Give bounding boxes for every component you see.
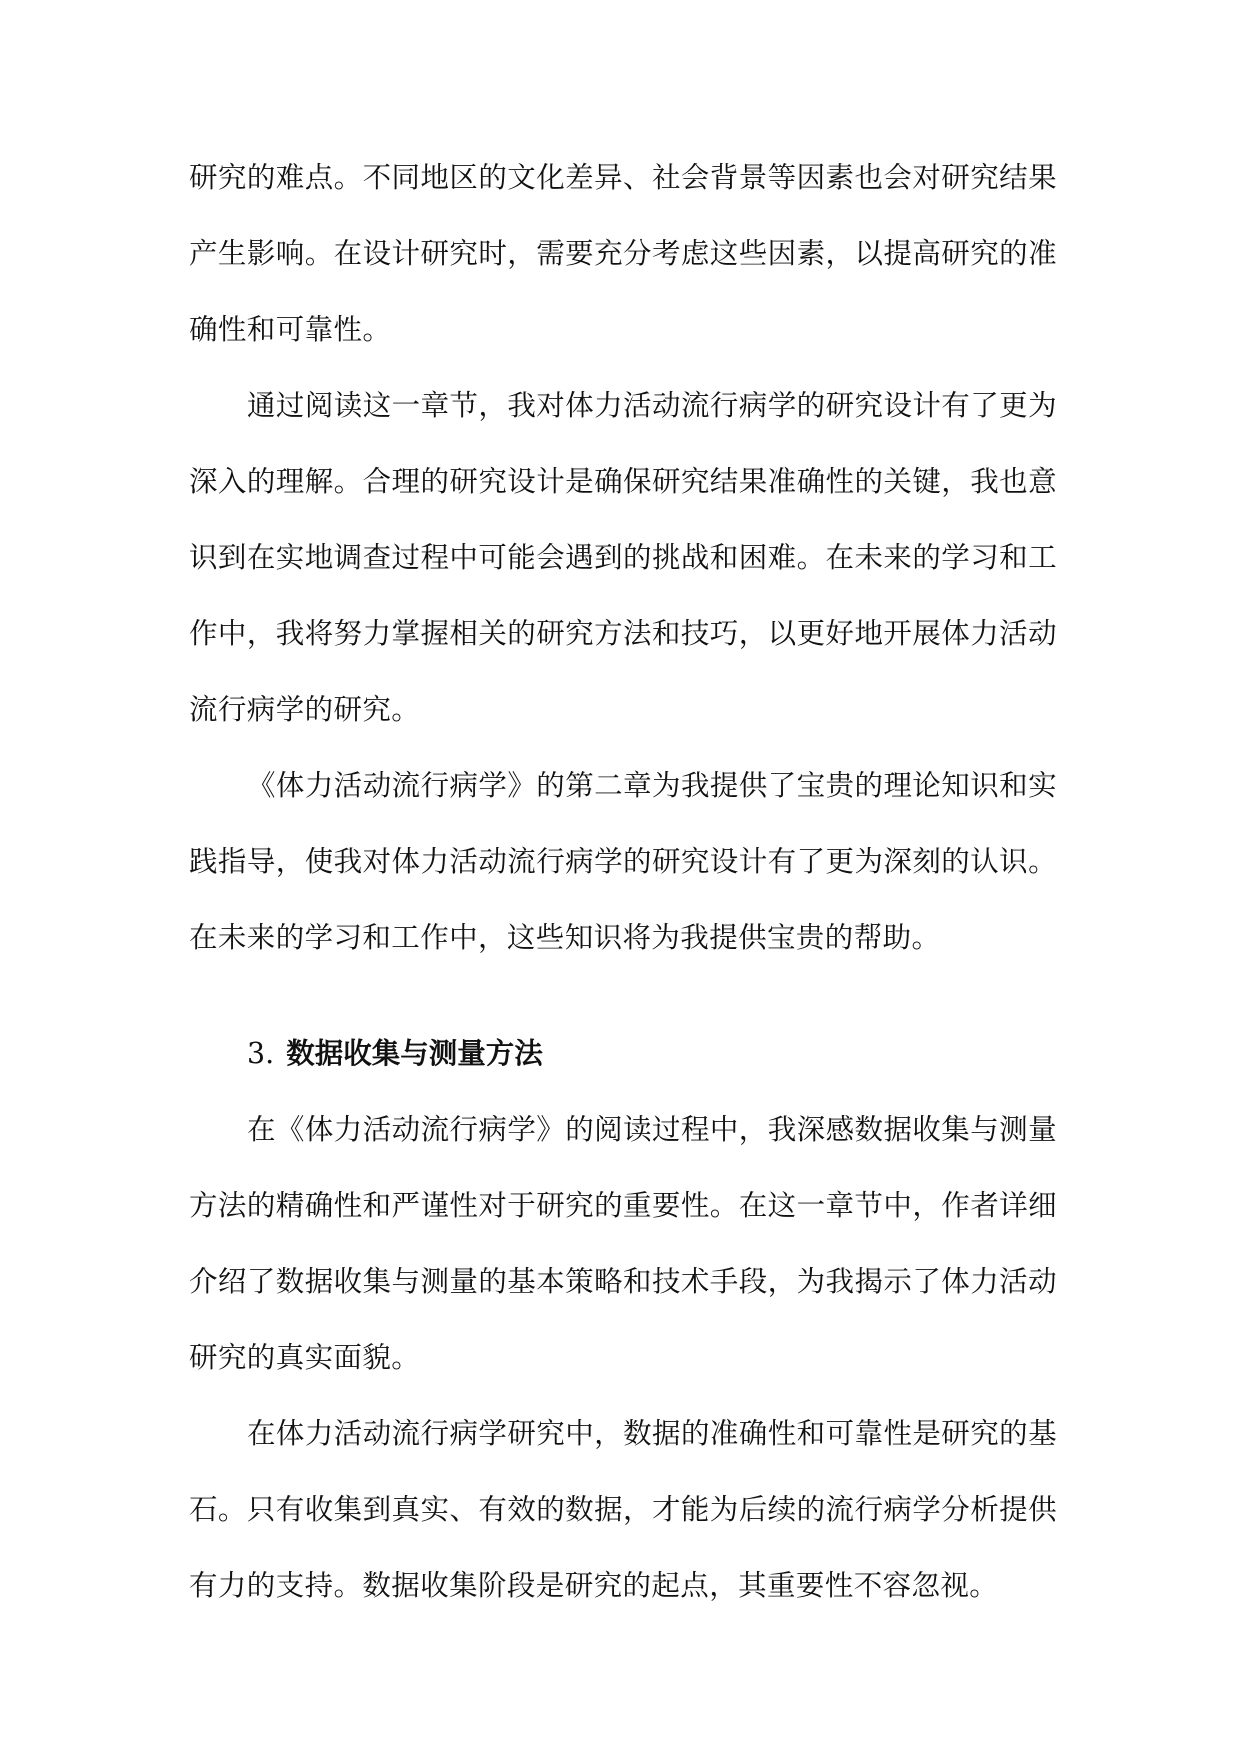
paragraph-1 xyxy=(189,140,1057,368)
paragraph-5 xyxy=(189,1396,1057,1624)
text-line: 有力的支持。数据收集阶段是研究的起点，其重要性不容忽视。 xyxy=(189,1569,999,1602)
paragraph-2 xyxy=(189,368,1057,748)
text-line: 在体力活动流行病学研究中，数据的准确性和可靠性是研究的基 xyxy=(247,1417,1057,1450)
document-page xyxy=(189,140,1057,1624)
text-line: 石。只有收集到真实、有效的数据，才能为后续的流行病学分析提供 xyxy=(189,1493,1057,1526)
text-line: 确性和可靠性。 xyxy=(189,313,392,346)
text-line: 在未来的学习和工作中，这些知识将为我提供宝贵的帮助。 xyxy=(189,921,941,954)
text-line: 方法的精确性和严谨性对于研究的重要性。在这一章节中，作者详细 xyxy=(189,1189,1057,1222)
text-line: 介绍了数据收集与测量的基本策略和技术手段，为我揭示了体力活动 xyxy=(189,1265,1057,1298)
text-line: 流行病学的研究。 xyxy=(189,693,421,726)
section-heading xyxy=(189,1016,1057,1092)
text-line: 研究的难点。不同地区的文化差异、社会背景等因素也会对研究结果 xyxy=(189,161,1057,194)
text-line: 《体力活动流行病学》的第二章为我提供了宝贵的理论知识和实 xyxy=(247,769,1057,802)
text-line: 深入的理解。合理的研究设计是确保研究结果准确性的关键，我也意 xyxy=(189,465,1057,498)
section-number: 3. xyxy=(247,1037,275,1070)
text-line: 产生影响。在设计研究时，需要充分考虑这些因素，以提高研究的准 xyxy=(189,237,1057,270)
text-line: 识到在实地调查过程中可能会遇到的挑战和困难。在未来的学习和工 xyxy=(189,541,1057,574)
section-title: 数据收集与测量方法 xyxy=(286,1037,543,1070)
text-line: 践指导，使我对体力活动流行病学的研究设计有了更为深刻的认识。 xyxy=(189,845,1057,878)
text-line: 在《体力活动流行病学》的阅读过程中，我深感数据收集与测量 xyxy=(247,1113,1057,1146)
paragraph-3 xyxy=(189,748,1057,976)
text-line: 通过阅读这一章节，我对体力活动流行病学的研究设计有了更为 xyxy=(247,389,1057,422)
text-line: 研究的真实面貌。 xyxy=(189,1341,421,1374)
text-line: 作中，我将努力掌握相关的研究方法和技巧，以更好地开展体力活动 xyxy=(189,617,1057,650)
paragraph-4 xyxy=(189,1092,1057,1396)
